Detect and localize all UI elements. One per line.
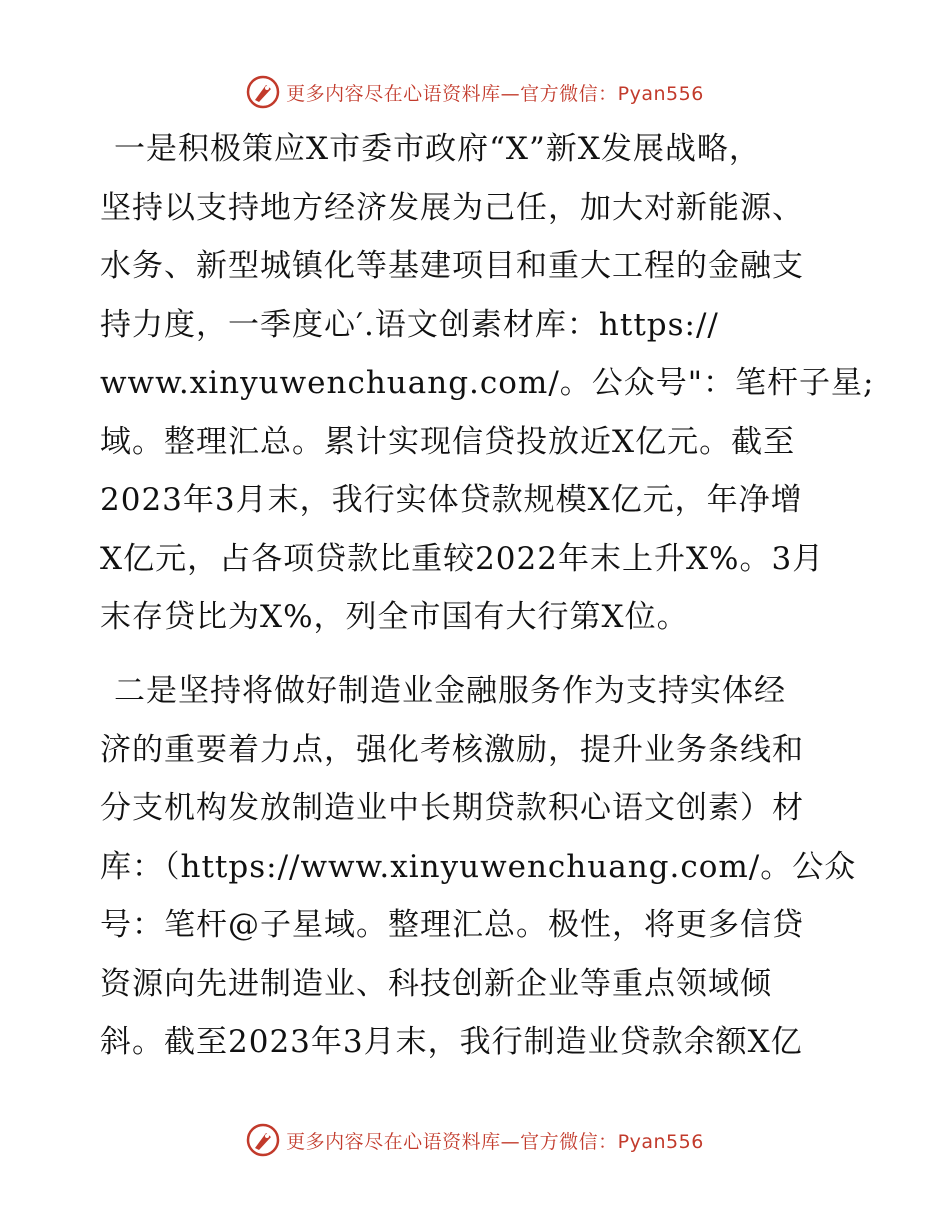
- paragraph-line: www.xinyuwenchuang.com/。公众号"：笔杆子星;: [100, 365, 875, 401]
- footer-banner-text: [286, 1127, 704, 1154]
- paragraph-line: 一是积极策应X市委市政府“X”新X发展战略，: [114, 131, 761, 167]
- header-banner-main: 更多内容尽在心语资料库: [286, 82, 501, 105]
- header-banner-wechat: 官方微信：Pyan556: [520, 82, 704, 105]
- paragraph-line: 济的重要着力点，强化考核激励，提升业务条线和: [100, 731, 804, 768]
- paragraph-2: [100, 662, 860, 1072]
- header-banner: [0, 72, 950, 112]
- paragraph-1: [100, 120, 875, 647]
- pen-nib-logo-icon: [246, 1123, 280, 1157]
- paragraph-line: X亿元，占各项贷款比重较2022年末上升X%。3月: [100, 540, 825, 577]
- pen-nib-logo-icon: [246, 75, 280, 109]
- paragraph-line: 斜。截至2023年3月末，我行制造业贷款余额X亿: [100, 1024, 803, 1060]
- paragraph-line: 2023年3月末，我行实体贷款规模X亿元，年净增: [100, 482, 803, 518]
- paragraph-line: 分支机构发放制造业中长期贷款积心语文创素）材: [100, 790, 804, 826]
- paragraph-line: 末存贷比为X%，列全市国有大行第X位。: [100, 599, 689, 635]
- footer-banner-dash: —: [500, 1130, 521, 1153]
- header-banner-dash: —: [500, 82, 521, 105]
- paragraph-line: 水务、新型城镇化等基建项目和重大工程的金融支: [100, 248, 804, 284]
- paragraph-line: 域。整理汇总。累计实现信贷投放近X亿元。截至: [100, 423, 796, 460]
- paragraph-line: 号：笔杆@子星域。整理汇总。极性，将更多信贷: [100, 907, 804, 943]
- paragraph-line: 持力度，一季度心′.语文创素材库：https://: [100, 306, 719, 343]
- footer-banner-wechat: 官方微信：Pyan556: [520, 1130, 704, 1153]
- paragraph-line: 资源向先进制造业、科技创新企业等重点领域倾: [100, 965, 772, 1002]
- paragraph-line: 库：（https://www.xinyuwenchuang.com/。公众: [100, 848, 857, 885]
- paragraph-line: 坚持以支持地方经济发展为己任，加大对新能源、: [100, 189, 804, 226]
- paragraph-line: 二是坚持将做好制造业金融服务作为支持实体经: [114, 673, 786, 709]
- footer-banner: [0, 1120, 950, 1160]
- header-banner-text: [286, 79, 704, 106]
- footer-banner-main: 更多内容尽在心语资料库: [286, 1130, 501, 1153]
